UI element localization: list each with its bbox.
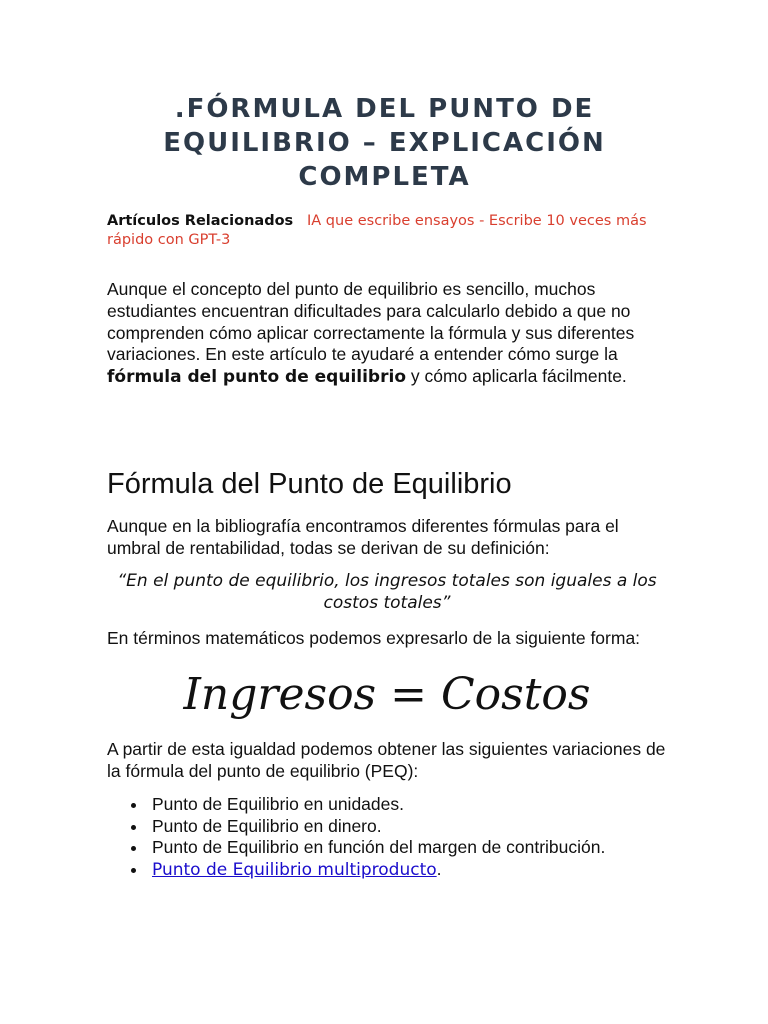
list-link-suffix: . [436, 858, 442, 879]
related-articles-label: Artículos Relacionados [107, 213, 294, 229]
variations-intro-paragraph: A partir de esta igualdad podemos obtener las siguientes variaciones de la fórmula del punto de equilibrio (PEQ): [107, 739, 666, 781]
math-intro-paragraph: En términos matemáticos podemos expresarlo de la siguiente forma: [107, 628, 641, 648]
list-item-text: Punto de Equilibrio en función del margen de contribución. [152, 837, 606, 857]
list-item-text: Punto de Equilibrio en dinero. [152, 815, 382, 836]
bullet-icon [131, 868, 136, 873]
page-title: .FÓRMULA DEL PUNTO DE EQUILIBRIO – EXPLICACIÓN COMPLETA [163, 94, 606, 192]
variations-list [107, 794, 667, 881]
list-item [107, 837, 667, 859]
bullet-icon [131, 803, 136, 808]
multiproduct-link[interactable]: Punto de Equilibrio multiproducto [152, 859, 437, 880]
bullet-icon [131, 846, 136, 851]
intro-paragraph [107, 279, 667, 389]
section-paragraph: Aunque en la bibliografía encontramos diferentes fórmulas para el umbral de rentabilidad, todas se derivan de su definición: [107, 516, 619, 558]
related-article-link[interactable]: IA que escribe ensayos - Escribe 10 veces más rápido con GPT-3 [107, 213, 647, 248]
intro-bold-text: fórmula del punto de equilibrio [107, 367, 406, 388]
definition-quote: “En el punto de equilibrio, los ingresos totales son iguales a los costos totales” [117, 571, 657, 613]
list-item-text: Punto de Equilibrio en unidades. [152, 794, 404, 814]
bullet-icon [131, 825, 136, 830]
formula-equation: Ingresos = Costos [183, 669, 591, 720]
list-item [107, 859, 667, 882]
related-articles [107, 212, 647, 250]
section-heading: Fórmula del Punto de Equilibrio [107, 468, 512, 500]
intro-text-2: y cómo aplicarla fácilmente. [406, 366, 627, 387]
list-item [107, 794, 667, 816]
list-item [107, 816, 667, 838]
intro-text-1: Aunque el concepto del punto de equilibrio es sencillo, muchos estudiantes encuentran dificultades para calcularlo debido a que no comprenden cómo aplicar correctamente la fórmula y sus diferentes variaciones. En este artículo te ayudaré a entender cómo surge la [107, 279, 635, 365]
